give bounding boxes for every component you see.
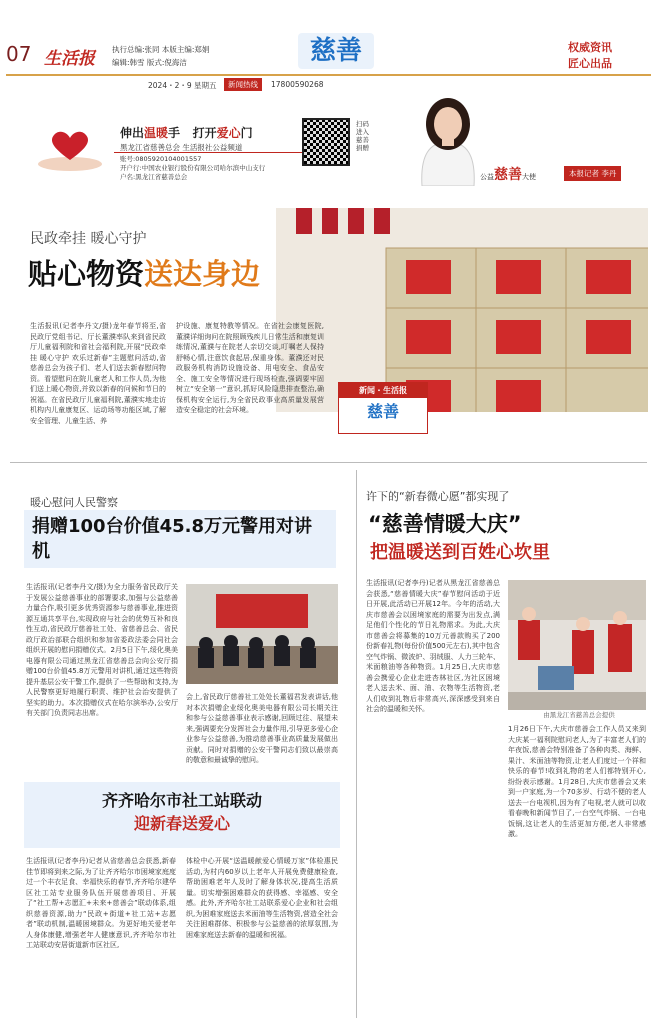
- story4-headline-a: “慈善情暖大庆”: [368, 512, 522, 536]
- story3-headline-box: [24, 782, 340, 848]
- ad-divider: [114, 152, 304, 153]
- story1-badge: 新闻・生活报 慈善: [338, 382, 428, 434]
- slogan: 权威资讯 匠心出品: [568, 41, 612, 70]
- story1-photo: [276, 208, 648, 412]
- story4-photo: [508, 580, 646, 710]
- story2-kicker: 暖心慰问人民警察: [30, 496, 118, 509]
- section-title: 慈善: [298, 33, 374, 69]
- story3-headline-a: 齐齐哈尔市社工站联动: [101, 791, 262, 810]
- qr-caption: 扫码进入慈善捐赠: [356, 120, 369, 152]
- story4-col-right: 1月26日下午,大庆市慈善会工作人员又来到大庆某一福利院慰问老人,为了丰富老人们的年夜饭,慈善会特别准备了各种肉类、海鲜、果汁、米面油等物资,让老人们度过一个祥和快乐的春节!收到礼物的老人们都特别开心,纷纷表示感谢。1月28日,大庆市慈善会又来到一户家庭,为一个70多岁、行动不便的老人送去一台电视机,因为有了电视,老人就可以收看春晚和新闻节目了,一台空气炸锅、一台电饭锅,这让老人的生活更加方便,老人非常感激。: [508, 725, 646, 838]
- brand-logo: 生活报: [44, 49, 95, 69]
- editor-line-1: 执行总编:张同 本版主编:郑娟: [112, 45, 210, 54]
- story4-kicker: 许下的“新春微心愿”都实现了: [366, 490, 510, 503]
- ambassador-label: 公益慈善大使: [480, 167, 536, 183]
- qr-code[interactable]: [302, 118, 350, 166]
- story2-col1: 生活报讯(记者李丹文/摄)为全力服务省民政厅关于发展公益慈善事业的部署要求,加强与公益慈善力量合作,吸引更多优秀资源参与慈善事业,推进资源互通共享平台,实现政府与社会的优势互补和良性互动,省民政厅慈善社工处、省慈善总会、省民政厅政治部联合组织和参加省委政法委会同社会组织开展的慰问捐赠仪式。2月5日下午,绥化奥美电器有限公司通过黑龙江省慈善总会向公安厅捐赠100台价值45.8万元警用对讲机,通过这些物资提升基层公安干警工作,提供了一些帮助和支持,为人民警察更好地履行职责、维护社会治安提供了坚实的助力。本次捐赠仪式在哈尔滨举办,公安厅有关部门负责同志出席。: [26, 583, 178, 717]
- divider-v1: [356, 470, 357, 1018]
- story2-headline: 捐赠100台价值45.8万元警用对讲机: [32, 516, 312, 562]
- story2-headline-box: [24, 510, 336, 568]
- story3-headline-b: 迎新春送爱心: [133, 814, 230, 833]
- story2-col2: 会上,省民政厅慈善社工处处长董福君发表讲话,他对本次捐赠企业绥化奥美电器有限公司长期关注和参与公益慈善事业表示感谢,回顾过往、展望未来,强调要充分发挥社会力量作用,引导更多爱心企业参与公益慈善,为推动慈善事业高质量发展做出贡献。同时对捐赠的公安干警同志们致以最崇高的敬意和最诚挚的慰问。: [186, 693, 338, 764]
- story4-col-top: 生活报讯(记者李丹)记者从黑龙江省慈善总会获悉,“慈善情暖大庆”春节慰问活动于近日开展,此活动已开展12年。今年的活动,大庆市慈善会以困境家庭的需要为出发点,满足他们个性化的节日礼物需求。为此,大庆市慈善会将募集的10万元善款购买了200份新春礼物(每份价值500元左右),其中包含空气炸锅、微波炉、羽绒服、人力三轮车、米面粮油等各种物资。1月25日,大庆市慈善会携爱心企业走进杏林社区,为社区困境老人送去米、面、油、衣物等生活物资,老人们收到礼物后非常高兴,深深感受到来自社会的温暖和关怀。: [366, 579, 500, 713]
- charity-ad-banner: [10, 94, 647, 190]
- ad-org: 黑龙江省慈善总会 生活报社公益频道: [120, 143, 243, 152]
- hotline-number: 17800590268: [271, 80, 324, 89]
- page-number: 07: [6, 42, 32, 66]
- ad-account-info: 账号:0805920104001557 开户行:中国农业银行股份有限公司哈尔滨中山支行 户名:黑龙江省慈善总会: [120, 155, 266, 181]
- story1-kicker: 民政牵挂 暖心守护: [30, 231, 147, 247]
- header-rule: [6, 74, 651, 76]
- story1-col1: 生活报讯(记者李丹文/摄)龙年春节将至,省民政厅党组书记、厅长董濮率队来到省民政厅儿童福利院和省社会福利院,开展“民政牵挂 暖心守护 欢乐过新春”主题慰问活动,省慈善总会为孩子们、老人们送去新春慰问物资。看望慰问在院儿童老人和工作人员,为他们送上暖心物资,并致以新春的问候和节日的祝福。在省民政厅儿童福利院,董濮实地走访机构内儿童康复区、运动场等功能区域,了解安全管理、儿童生活、养: [30, 322, 166, 425]
- story3-col2: 体检中心开展“送温暖献爱心情暖万家”体检惠民活动,为村内60岁以上老年人开展免费健康检查,帮助困难老年人及时了解身体状况,提高生活质量。切实增强困难群众的获得感、幸福感、安全感。此外,齐齐哈尔社工站联系爱心企业和社会组织,为困难家庭送去米面油等生活物资,营造全社会关注困难群体、积极参与公益慈善的浓厚氛围,为困难家庭送去新春的温暖和祝福。: [186, 857, 338, 939]
- story3-col1: 生活报讯(记者李丹)记者从省慈善总会获悉,新春佳节即将到来之际,为了让齐齐哈尔市困境家庭度过一个丰衣足食、幸福快乐的春节,齐齐哈尔建华区社工站专业服务队伍开展慈善项目、开展了“社工帮+志愿汇+未来+慈善会”联动体系,组织慈善资源,助力“民政+街道+社工站+志愿者”联动机制,温暖困境群众。为更好地关爱老年人身体康健,增强老年人健康意识,齐齐哈尔市社工站联动安居街道新市区社区,: [26, 857, 176, 949]
- header-date: 2024・2・9 星期五: [148, 81, 217, 90]
- editor-line-2: 编辑:韩雪 版式:倪海洁: [112, 58, 187, 67]
- story2-photo: [186, 584, 338, 684]
- story1-headline: 贴心物资送达身边: [28, 257, 261, 291]
- hand-heart-image: [34, 126, 104, 172]
- reporter-badge: 本报记者 李丹: [564, 166, 621, 181]
- story4-photo-caption: 由黑龙江省慈善总会提供: [543, 711, 615, 719]
- ambassador-photo: [408, 94, 488, 186]
- divider-h1: [10, 462, 647, 463]
- hotline-label: 新闻热线: [224, 78, 262, 91]
- story4-headline-b: 把温暖送到百姓心坎里: [370, 542, 550, 563]
- ad-slogan: 伸出温暖手 打开爱心门: [120, 126, 253, 140]
- story1-col2: 护设施、康复特教等情况。在省社会康复医院,董濮详细询问在院照顾残疾儿日常生活和康复训练情况,董濮与在院老人亲切交谈,叮嘱老人保持舒畅心情,注意饮食起居,保重身体。董濮还对民政服务机构消防设施设备、用电安全、食品安全、施工安全等情况进行现场检查,强调要牢固树立“安全第一”意识,抓好风险隐患排查整治,确保机构安全运行,为全省民政事业高质量发展营造安全稳定的社会环境。: [176, 322, 324, 414]
